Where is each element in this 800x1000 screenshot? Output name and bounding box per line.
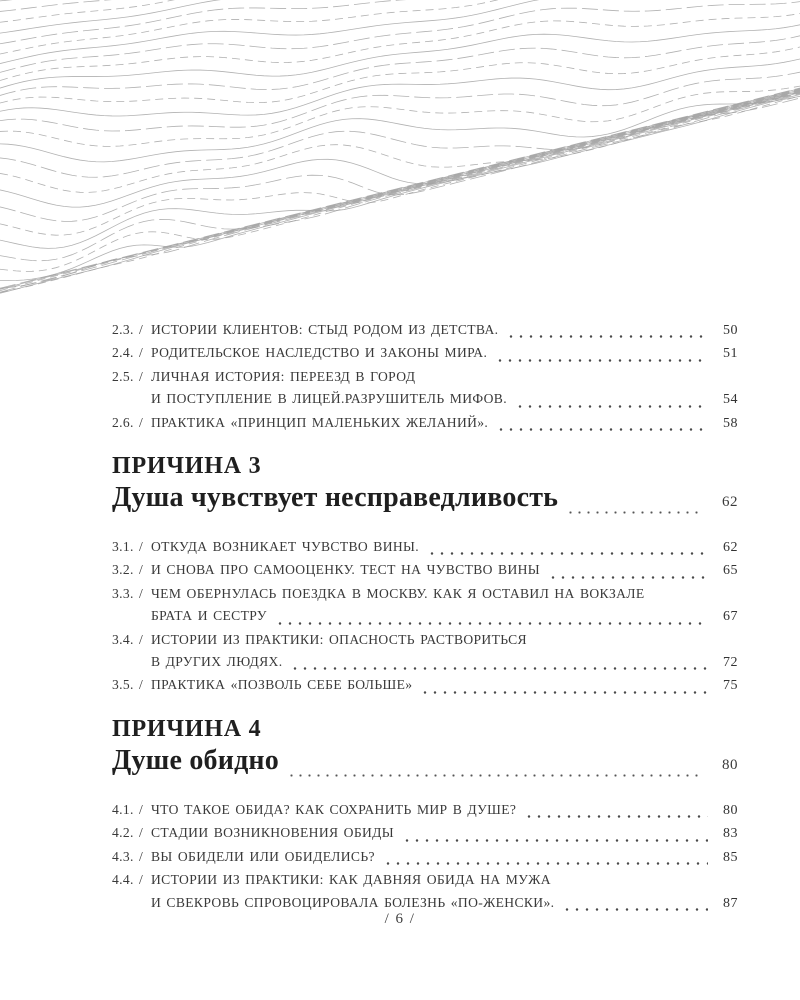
toc-entry-group xyxy=(112,799,738,915)
entry-title: И СНОВА ПРО САМООЦЕНКУ. ТЕСТ НА ЧУВСТВО ВИНЫ xyxy=(151,562,541,578)
entry-page-number: 85 xyxy=(723,849,738,865)
toc-entry-group xyxy=(112,319,738,435)
toc xyxy=(112,319,738,915)
entry-title: ОТКУДА ВОЗНИКАЕТ ЧУВСТВО ВИНЫ. xyxy=(151,539,420,555)
entry-number: 2.5. / xyxy=(112,368,144,384)
entry-title: ВЫ ОБИДЕЛИ ИЛИ ОБИДЕЛИСЬ? xyxy=(151,848,375,864)
wave-decoration xyxy=(0,0,800,330)
chapter-kicker: ПРИЧИНА 4 xyxy=(112,715,262,742)
toc-entry-row xyxy=(112,629,738,651)
toc-entry-group xyxy=(112,536,738,698)
entry-page-number: 51 xyxy=(723,346,738,362)
toc-entry-row xyxy=(112,822,738,845)
page-number: / 6 / xyxy=(384,911,416,927)
chapter-heading xyxy=(112,452,738,520)
dot-leader xyxy=(275,622,708,625)
toc-entry-row xyxy=(112,388,738,411)
toc-entry-row xyxy=(112,559,738,582)
toc-entry-row xyxy=(112,605,738,628)
entry-page-number: 87 xyxy=(723,895,738,911)
entry-title: БРАТА И СЕСТРУ xyxy=(151,608,267,624)
chapter-page-number: 62 xyxy=(722,494,738,511)
toc-entry-row xyxy=(112,651,738,674)
entry-title: ИСТОРИИ КЛИЕНТОВ: СТЫД РОДОМ ИЗ ДЕТСТВА. xyxy=(151,322,499,337)
dot-leader xyxy=(427,552,708,555)
chapter-title: Душе обидно xyxy=(112,744,279,776)
dot-leader xyxy=(290,667,708,670)
dot-leader xyxy=(506,335,708,338)
dot-leader xyxy=(420,691,708,694)
entry-title: И СВЕКРОВЬ СПРОВОЦИРОВАЛА БОЛЕЗНЬ «ПО-ЖЕНСКИ». xyxy=(151,894,555,910)
dot-leader xyxy=(287,774,704,777)
chapter-title: Душа чувствует несправедливость xyxy=(112,482,559,514)
dot-leader xyxy=(524,815,708,818)
entry-page-number: 65 xyxy=(723,563,738,579)
entry-title: ИСТОРИИ ИЗ ПРАКТИКИ: ОПАСНОСТЬ РАСТВОРИТЬСЯ xyxy=(151,631,527,647)
entry-number: 3.4. / xyxy=(112,631,144,647)
entry-title: ЧТО ТАКОЕ ОБИДА? КАК СОХРАНИТЬ МИР В ДУШЕ? xyxy=(151,801,517,817)
entry-page-number: 58 xyxy=(723,415,738,431)
entry-title: И ПОСТУПЛЕНИЕ В ЛИЦЕЙ.РАЗРУШИТЕЛЬ МИФОВ. xyxy=(151,391,507,407)
dot-leader xyxy=(402,839,708,842)
entry-number: 4.1. / xyxy=(112,801,144,817)
toc-entry-row xyxy=(112,342,738,365)
entry-page-number: 54 xyxy=(723,392,738,408)
entry-page-number: 75 xyxy=(723,678,738,694)
toc-entry-row xyxy=(112,536,738,559)
chapter-page-number: 80 xyxy=(722,756,738,773)
entry-title: В ДРУГИХ ЛЮДЯХ. xyxy=(151,654,283,670)
toc-entry-row xyxy=(112,869,738,891)
entry-number: 2.3. / xyxy=(112,322,144,337)
entry-number: 2.4. / xyxy=(112,345,144,361)
entry-page-number: 62 xyxy=(723,540,738,556)
dot-leader xyxy=(566,511,704,514)
dot-leader xyxy=(496,428,708,431)
toc-entry-row xyxy=(112,799,738,822)
entry-number: 3.2. / xyxy=(112,562,144,578)
entry-number: 3.1. / xyxy=(112,539,144,555)
dot-leader xyxy=(495,359,708,362)
entry-number: 4.4. / xyxy=(112,872,144,888)
entry-number: 2.6. / xyxy=(112,414,144,430)
toc-entry-row xyxy=(112,366,738,388)
entry-title: ИСТОРИИ ИЗ ПРАКТИКИ: КАК ДАВНЯЯ ОБИДА НА МУЖА xyxy=(151,872,551,888)
entry-page-number: 67 xyxy=(723,609,738,625)
chapter-kicker: ПРИЧИНА 3 xyxy=(112,453,262,480)
toc-entry-row xyxy=(112,319,738,342)
entry-title: СТАДИИ ВОЗНИКНОВЕНИЯ ОБИДЫ xyxy=(151,825,394,841)
dot-leader xyxy=(383,862,708,865)
toc-entry-row xyxy=(112,583,738,605)
entry-page-number: 83 xyxy=(723,826,738,842)
entry-title: РОДИТЕЛЬСКОЕ НАСЛЕДСТВО И ЗАКОНЫ МИРА. xyxy=(151,345,488,361)
entry-number: 4.3. / xyxy=(112,848,144,864)
entry-title: ЛИЧНАЯ ИСТОРИЯ: ПЕРЕЕЗД В ГОРОД xyxy=(151,368,416,384)
chapter-title-row xyxy=(112,480,738,520)
dot-leader xyxy=(548,576,708,579)
toc-entry-row xyxy=(112,674,738,697)
entry-page-number: 80 xyxy=(723,802,738,818)
toc-entry-row xyxy=(112,412,738,435)
entry-title: ЧЕМ ОБЕРНУЛАСЬ ПОЕЗДКА В МОСКВУ. КАК Я ОСТАВИЛ НА ВОКЗАЛЕ xyxy=(151,585,645,601)
entry-number: 4.2. / xyxy=(112,825,144,841)
toc-entry-row xyxy=(112,846,738,869)
entry-title: ПРАКТИКА «ПРИНЦИП МАЛЕНЬКИХ ЖЕЛАНИЙ». xyxy=(151,414,489,430)
entry-page-number: 50 xyxy=(723,323,738,338)
page-footer xyxy=(0,911,800,928)
entry-number: 3.5. / xyxy=(112,677,144,693)
entry-number: 3.3. / xyxy=(112,585,144,601)
entry-title: ПРАКТИКА «ПОЗВОЛЬ СЕБЕ БОЛЬШЕ» xyxy=(151,677,413,693)
chapter-heading xyxy=(112,715,738,783)
dot-leader xyxy=(515,405,708,408)
entry-page-number: 72 xyxy=(723,655,738,671)
chapter-title-row xyxy=(112,743,738,783)
